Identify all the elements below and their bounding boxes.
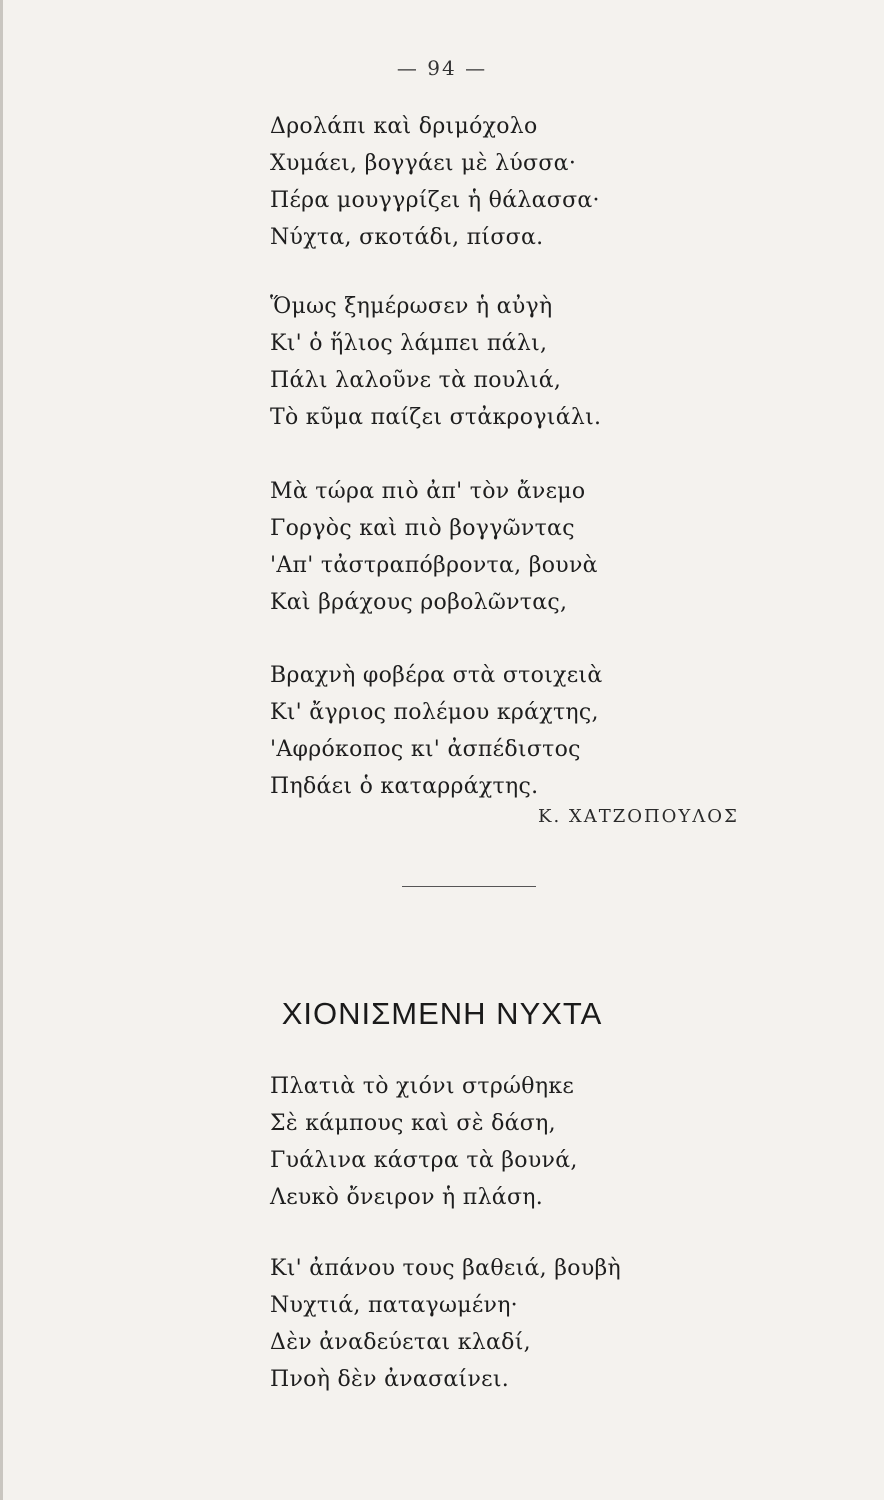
verse-line: Πέρα μουγγρίζει ἡ θάλασσα· bbox=[270, 188, 600, 213]
poem2-stanza-1 bbox=[270, 1068, 578, 1216]
verse-line: Χυμάει, βογγάει μὲ λύσσα· bbox=[270, 151, 577, 176]
verse-line: Δρολάπι καὶ δριμόχολο bbox=[270, 114, 538, 139]
verse-line: Λευκὸ ὄνειρον ἡ πλάση. bbox=[270, 1185, 544, 1210]
poem1-stanza-4 bbox=[270, 657, 603, 805]
verse-line: Κι' ἄγριος πολέμου κράχτης, bbox=[270, 700, 599, 725]
section-divider bbox=[402, 886, 536, 887]
verse-line: Ὅμως ξημέρωσεν ἡ αὐγὴ bbox=[270, 294, 553, 319]
page-edge bbox=[0, 0, 3, 1500]
verse-line: Νύχτα, σκοτάδι, πίσσα. bbox=[270, 225, 544, 250]
verse-line: Κι' ἀπάνου τους βαθειά, βουβὴ bbox=[270, 1256, 621, 1281]
poem1-stanza-2 bbox=[270, 288, 601, 436]
verse-line: Γοργὸς καὶ πιὸ βογγῶντας bbox=[270, 516, 575, 541]
verse-line: Βραχνὴ φοβέρα στὰ στοιχειὰ bbox=[270, 663, 603, 688]
author-signature: Κ. ΧΑΤΖΟΠΟΥΛΟΣ bbox=[538, 806, 739, 827]
poem1-stanza-3 bbox=[270, 473, 598, 621]
verse-line: Καὶ βράχους ροβολῶντας, bbox=[270, 590, 568, 615]
verse-line: Πλατιὰ τὸ χιόνι στρώθηκε bbox=[270, 1074, 575, 1099]
verse-line: Σὲ κάμπους καὶ σὲ δάση, bbox=[270, 1111, 556, 1136]
verse-line: Δὲν ἀναδεύεται κλαδί, bbox=[270, 1330, 531, 1355]
verse-line: 'Αφρόκοπος κι' ἀσπέδιστος bbox=[270, 737, 581, 762]
verse-line: 'Απ' τἀστραπόβροντα, βουνὰ bbox=[270, 553, 598, 578]
verse-line: Κι' ὁ ἥλιος λάμπει πάλι, bbox=[270, 331, 548, 356]
verse-line: Μὰ τώρα πιὸ ἀπ' τὸν ἄνεμο bbox=[270, 479, 586, 504]
poem2-stanza-2 bbox=[270, 1250, 621, 1398]
verse-line: Πηδάει ὁ καταρράχτης. bbox=[270, 774, 539, 799]
verse-line: Πάλι λαλοῦνε τὰ πουλιά, bbox=[270, 368, 562, 393]
poem1-stanza-1 bbox=[270, 108, 600, 256]
verse-line: Πνοὴ δὲν ἀνασαίνει. bbox=[270, 1367, 510, 1392]
poem-title: ΧΙΟΝΙΣΜΕΝΗ ΝΥΧΤΑ bbox=[281, 996, 603, 1031]
verse-line: Νυχτιά, παταγωμένη· bbox=[270, 1293, 518, 1318]
page-number: — 94 — bbox=[396, 56, 488, 80]
verse-line: Γυάλινα κάστρα τὰ βουνά, bbox=[270, 1148, 578, 1173]
verse-line: Τὸ κῦμα παίζει στἀκρογιάλι. bbox=[270, 405, 602, 430]
